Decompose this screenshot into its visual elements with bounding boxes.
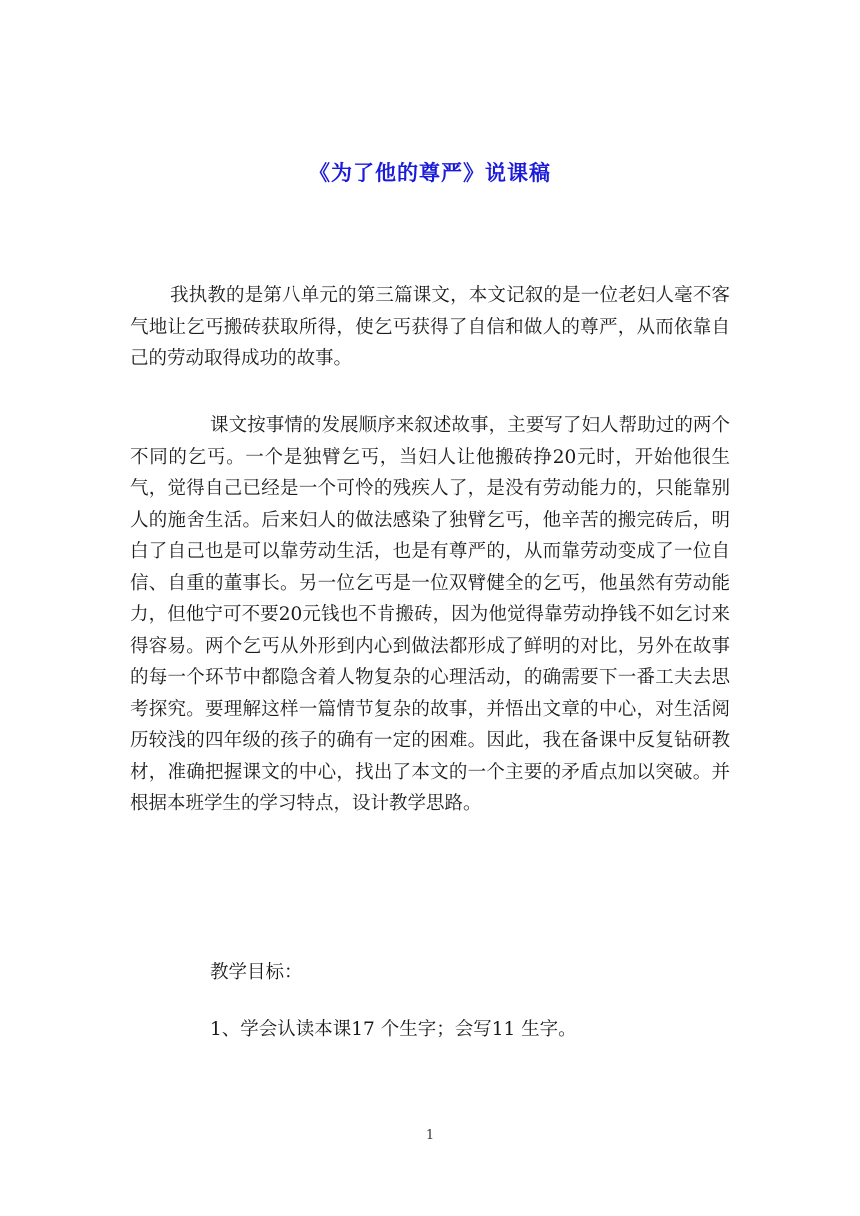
text-analysis-paragraph: 课文按事情的发展顺序来叙述故事，主要写了妇人帮助过的两个不同的乞丐。一个是独臂乞丐，当妇人让他搬砖挣20元时，开始他很生气，觉得自己已经是一个可怜的残疾人了，是没有劳动能力的，只能靠别人的施舍生活。后来妇人的做法感染了独臂乞丐，他辛苦的搬完砖后，明白了自己也是可以靠劳动生活，也是有尊严的，从而靠劳动变成了一位自信、自重的董事长。另一位乞丐是一位双臂健全的乞丐，他虽然有劳动能力，但他宁可不要20元钱也不肯搬砖，因为他觉得靠劳动挣钱不如乞讨来得容易。两个乞丐从外形到内心到做法都形成了鲜明的对比，另外在故事的每一个环节中都隐含着人物复杂的心理活动，的确需要下一番工夫去思考探究。要理解这样一篇情节复杂的故事，并悟出文章的中心，对生活阅历较浅的四年级的孩子的确有一定的困难。因此，我在备课中反复钻研教材，准确把握课文的中心，找出了本文的一个主要的矛盾点加以突破。并根据本班学生的学习特点，设计教学思路。	[130, 415, 730, 814]
teaching-goals-heading: 教学目标：	[210, 962, 303, 983]
document-title: 《为了他的尊严》说课稿	[309, 160, 551, 185]
page-number: 1	[425, 1128, 435, 1143]
teaching-goal-item-1: 1、学会认读本课17 个生字；会写11 生字。	[210, 1019, 577, 1040]
intro-paragraph: 我执教的是第八单元的第三篇课文，本文记叙的是一位老妇人毫不客气地让乞丐搬砖获取所得，使乞丐获得了自信和做人的尊严，从而依靠自己的劳动取得成功的故事。	[130, 285, 730, 369]
